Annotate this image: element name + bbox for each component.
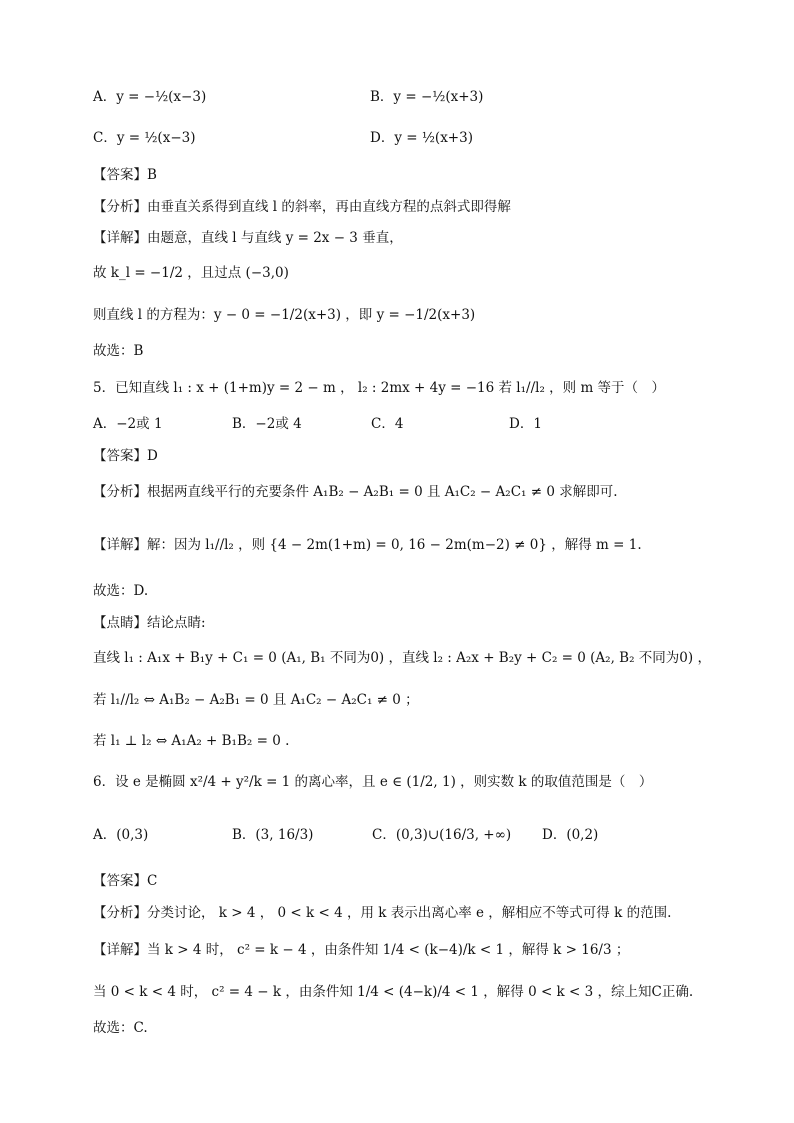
q4-option-a: A．y = −½(x−3) xyxy=(93,89,207,105)
answer-value: C xyxy=(147,873,158,889)
detail-text: 由题意，直线 l 与直线 y = 2x − 3 垂直， xyxy=(147,230,403,246)
q5-stem: 5．已知直线 l₁ : x + (1+m)y = 2 − m ， l₂ : 2mx + 4y = −16 若 l₁//l₂ ，则 m 等于（ ） xyxy=(93,380,666,396)
analysis-text: 由垂直关系得到直线 l 的斜率，再由直线方程的点斜式即得解 xyxy=(147,199,511,215)
q6-option-b: B．(3, 16/3) xyxy=(232,827,314,843)
answer-tag: 【答案】 xyxy=(93,873,147,889)
q6-detail xyxy=(93,940,629,960)
note-tag: 【点睛】 xyxy=(93,615,147,631)
q6-choose: 故选：C. xyxy=(93,1020,148,1036)
q4-detail xyxy=(93,228,403,248)
q6-option-a: A．(0,3) xyxy=(93,827,149,843)
q6-option-c: C．(0,3)∪(16/3, +∞) xyxy=(372,827,512,843)
detail-tag: 【详解】 xyxy=(93,942,147,958)
analysis-tag: 【分析】 xyxy=(93,905,147,921)
analysis-tag: 【分析】 xyxy=(93,484,147,500)
q4-option-d: D．y = ½(x+3) xyxy=(370,130,473,146)
q5-rule-2: 若 l₁//l₂ ⇔ A₁B₂ − A₂B₁ = 0 且 A₁C₂ − A₂C₁ ≠ 0 ； xyxy=(93,692,419,708)
q6-option-d: D．(0,2) xyxy=(542,827,599,843)
q6-detail-line-2: 当 0 < k < 4 时， c² = 4 − k ，由条件知 1/4 < (4−k)/4 < 1 ，解得 0 < k < 3 ，综上知C正确. xyxy=(93,984,694,1000)
q5-note xyxy=(93,613,206,633)
q4-option-c: C．y = ½(x−3) xyxy=(93,130,196,146)
q6-answer xyxy=(93,871,157,891)
answer-value: B xyxy=(147,167,157,183)
q5-option-c: C．4 xyxy=(371,416,404,432)
q4-answer xyxy=(93,165,157,185)
q5-analysis xyxy=(93,482,618,502)
q4-choose: 故选：B xyxy=(93,343,144,359)
detail-text: 当 k > 4 时， c² = k − 4 ，由条件知 1/4 < (k−4)/k < 1 ，解得 k > 16/3 ； xyxy=(147,942,630,958)
answer-tag: 【答案】 xyxy=(93,448,147,464)
answer-tag: 【答案】 xyxy=(93,167,147,183)
analysis-tag: 【分析】 xyxy=(93,199,147,215)
q6-analysis xyxy=(93,903,671,923)
q4-detail-line-2: 故 k_l = −1/2 ，且过点 (−3,0) xyxy=(93,265,289,281)
note-text: 结论点睛: xyxy=(147,615,206,631)
q6-stem: 6．设 e 是椭圆 x²/4 + y²/k = 1 的离心率，且 e ∈ (1/2, 1) ，则实数 k 的取值范围是（ ） xyxy=(93,774,653,790)
detail-text: 解：因为 l₁//l₂ ，则 {4 − 2m(1+m) = 0, 16 − 2m(m−2) ≠ 0} ，解得 m = 1. xyxy=(147,537,642,553)
q5-rule-1: 直线 l₁ : A₁x + B₁y + C₁ = 0 (A₁, B₁ 不同为0) ，直线 l₂ : A₂x + B₂y + C₂ = 0 (A₂, B₂ 不同为0) ， xyxy=(93,650,711,666)
q4-detail-line-3: 则直线 l 的方程为：y − 0 = −1/2(x+3) ，即 y = −1/2(x+3) xyxy=(93,307,476,323)
answer-value: D xyxy=(147,448,158,464)
q5-option-a: A．−2或 1 xyxy=(93,416,163,432)
q5-answer xyxy=(93,446,158,466)
q5-detail xyxy=(93,535,642,555)
q4-analysis xyxy=(93,197,511,217)
q5-rule-3: 若 l₁ ⊥ l₂ ⇔ A₁A₂ + B₁B₂ = 0 . xyxy=(93,733,290,749)
q5-option-b: B．−2或 4 xyxy=(232,416,302,432)
detail-tag: 【详解】 xyxy=(93,537,147,553)
analysis-text: 根据两直线平行的充要条件 A₁B₂ − A₂B₁ = 0 且 A₁C₂ − A₂C₁ ≠ 0 求解即可. xyxy=(147,484,618,500)
detail-tag: 【详解】 xyxy=(93,230,147,246)
q5-choose: 故选：D. xyxy=(93,583,149,599)
q5-option-d: D．1 xyxy=(509,416,542,432)
q4-option-b: B．y = −½(x+3) xyxy=(370,89,484,105)
analysis-text: 分类讨论， k > 4 ， 0 < k < 4 ，用 k 表示出离心率 e ，解相应不等式可得 k 的范围. xyxy=(147,905,672,921)
